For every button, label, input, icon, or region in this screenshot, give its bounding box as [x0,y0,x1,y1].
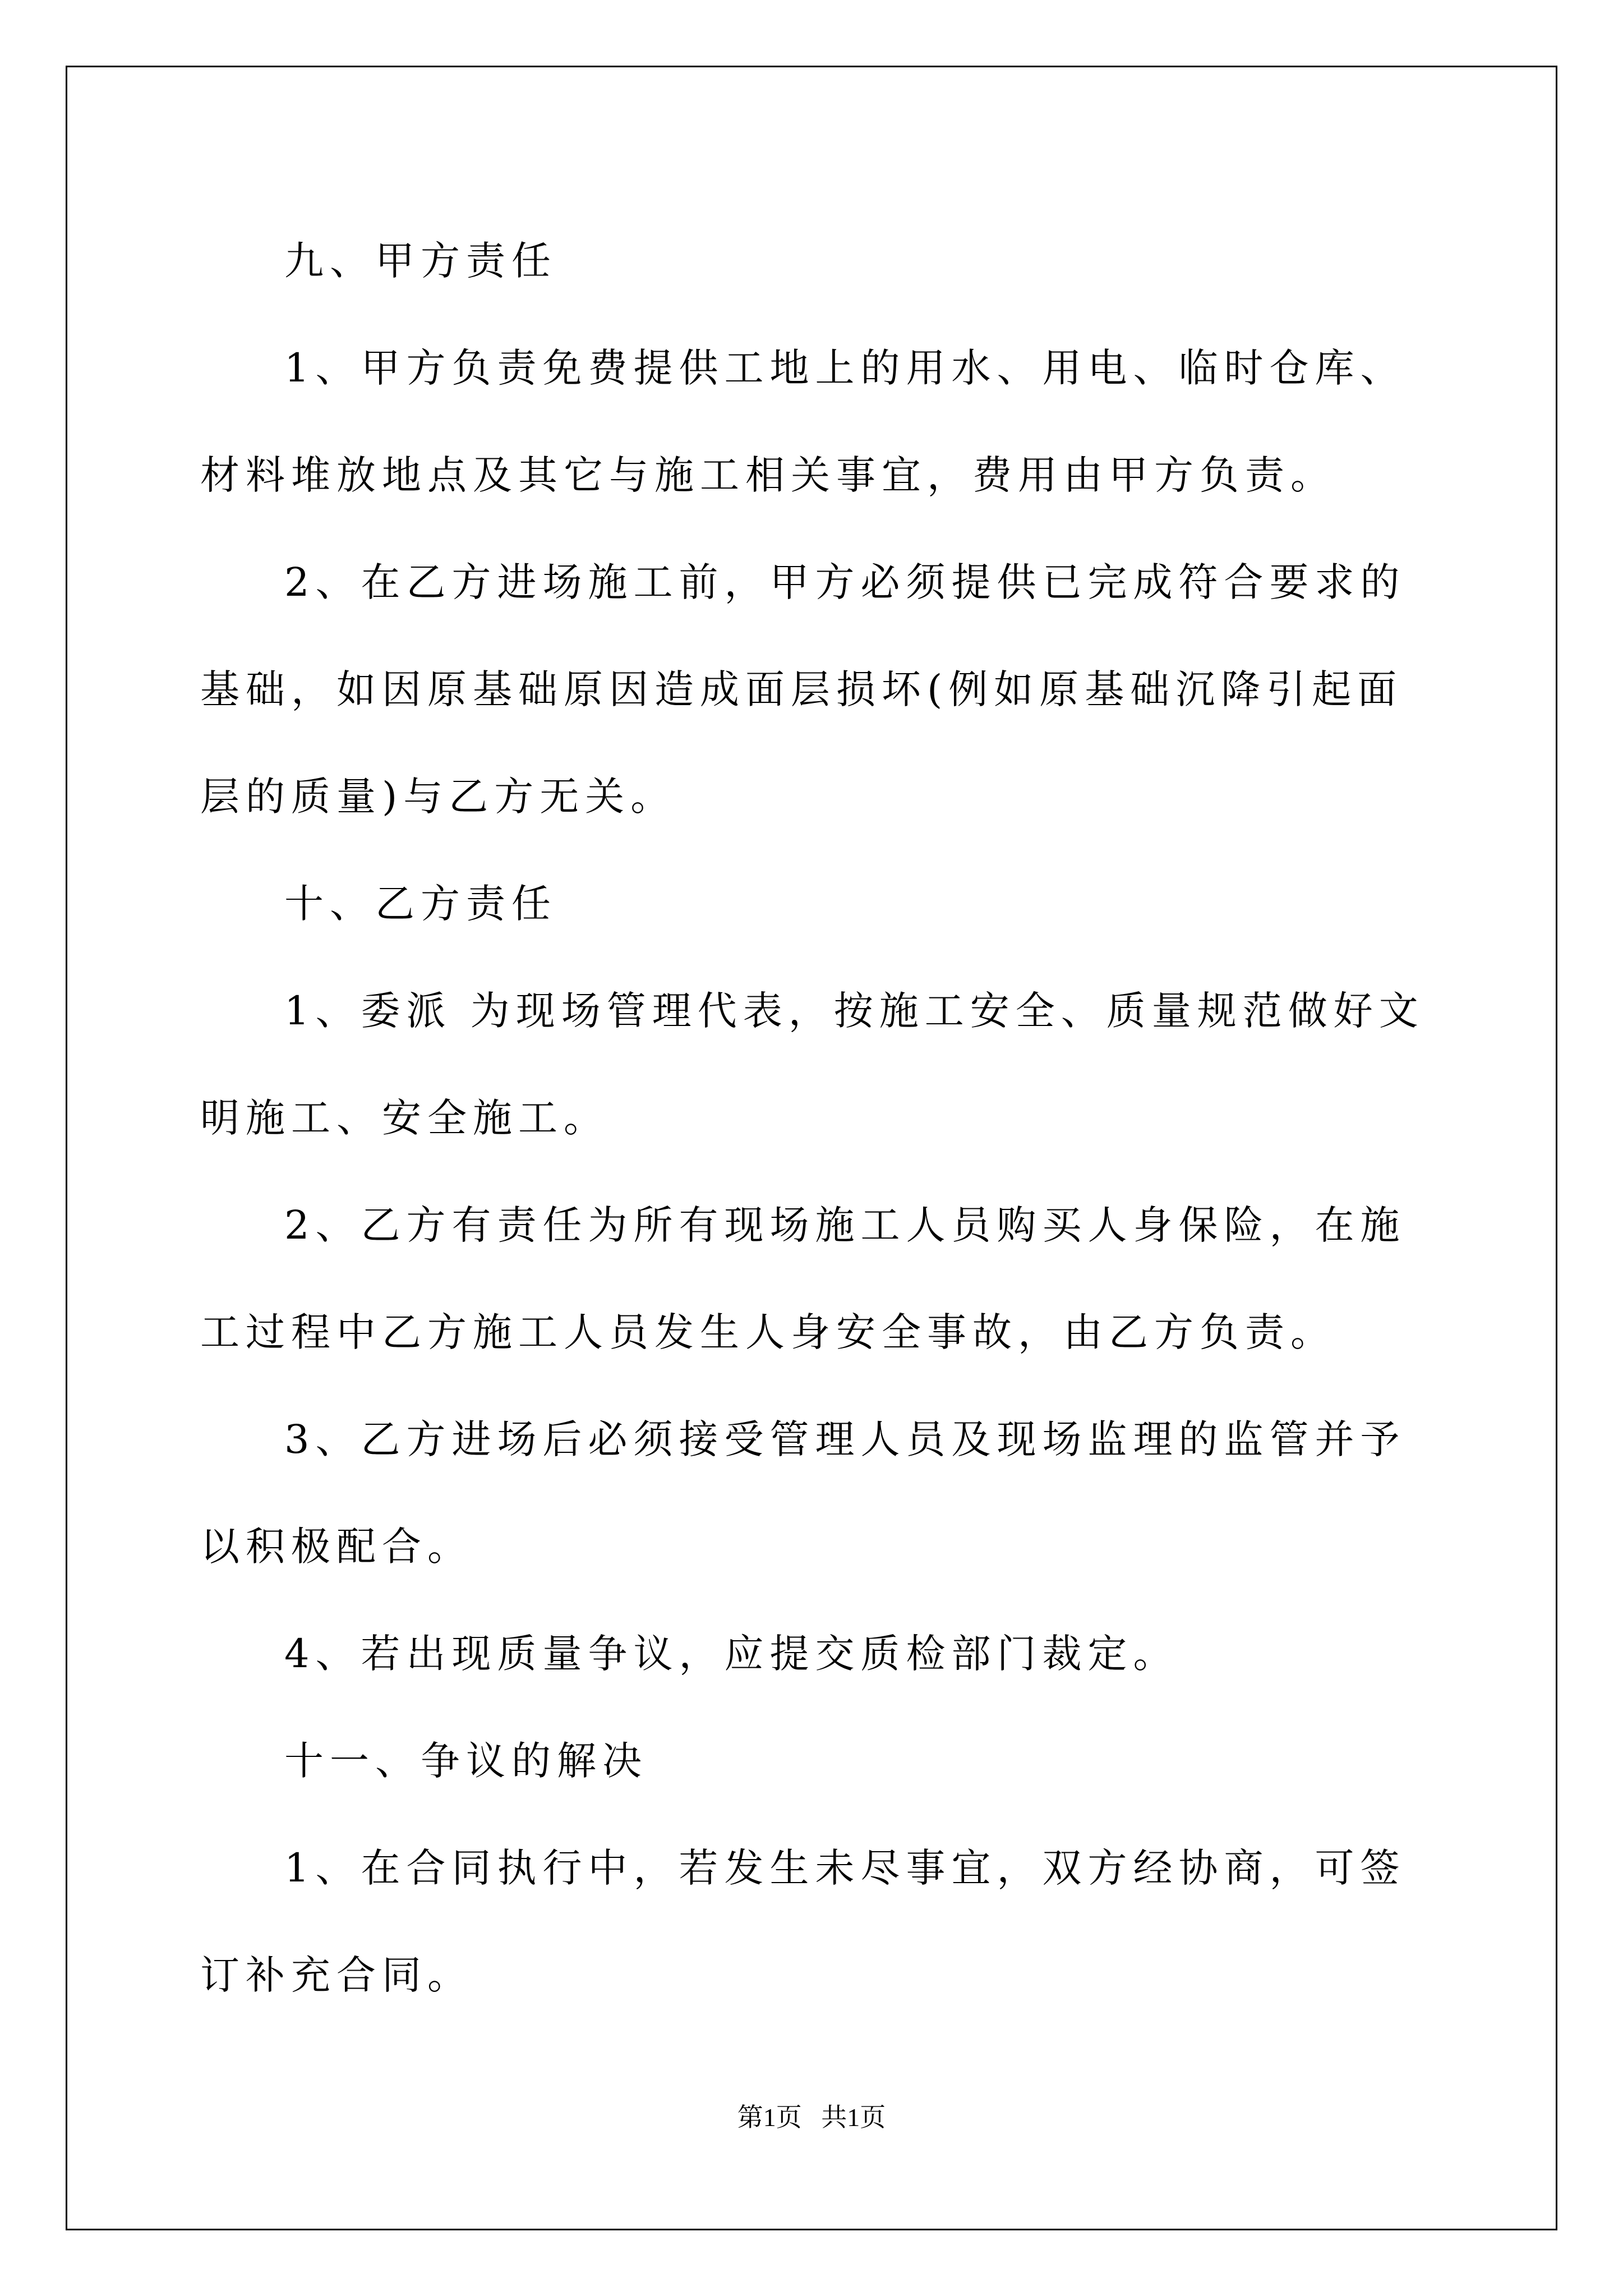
page-total: 共1页 [821,2103,886,2132]
clause-paragraph: 4、若出现质量争议，应提交质检部门裁定。 [284,1631,1179,1677]
clause-paragraph: 3、乙方进场后必须接受管理人员及现场监理的监管并予以积极配合。 [200,1416,1406,1570]
clause-paragraph: 1、甲方负责免费提供工地上的用水、用电、临时仓库、材料堆放地点及其它与施工相关事宜，费用由甲方负责。 [200,345,1406,498]
section-heading-party-b: 十、乙方责任 [284,881,557,927]
page-footer [0,2101,1623,2134]
clause-paragraph: 1、在合同执行中，若发生未尽事宜，双方经协商，可签订补充合同。 [200,1845,1406,1998]
document-body [200,208,1434,2029]
clause-paragraph: 2、在乙方进场施工前，甲方必须提供已完成符合要求的基础，如因原基础原因造成面层损坏(例如原基础沉降引起面层的质量)与乙方无关。 [200,559,1406,820]
section-heading-dispute: 十一、争议的解决 [284,1738,648,1784]
clause-paragraph: 1、委派 为现场管理代表，按施工安全、质量规范做好文明施工、安全施工。 [200,988,1424,1141]
section-heading-party-a: 九、甲方责任 [284,238,557,284]
clause-paragraph: 2、乙方有责任为所有现场施工人员购买人身保险，在施工过程中乙方施工人员发生人身安全事故，由乙方负责。 [200,1202,1406,1355]
page-number: 第1页 [737,2103,802,2132]
